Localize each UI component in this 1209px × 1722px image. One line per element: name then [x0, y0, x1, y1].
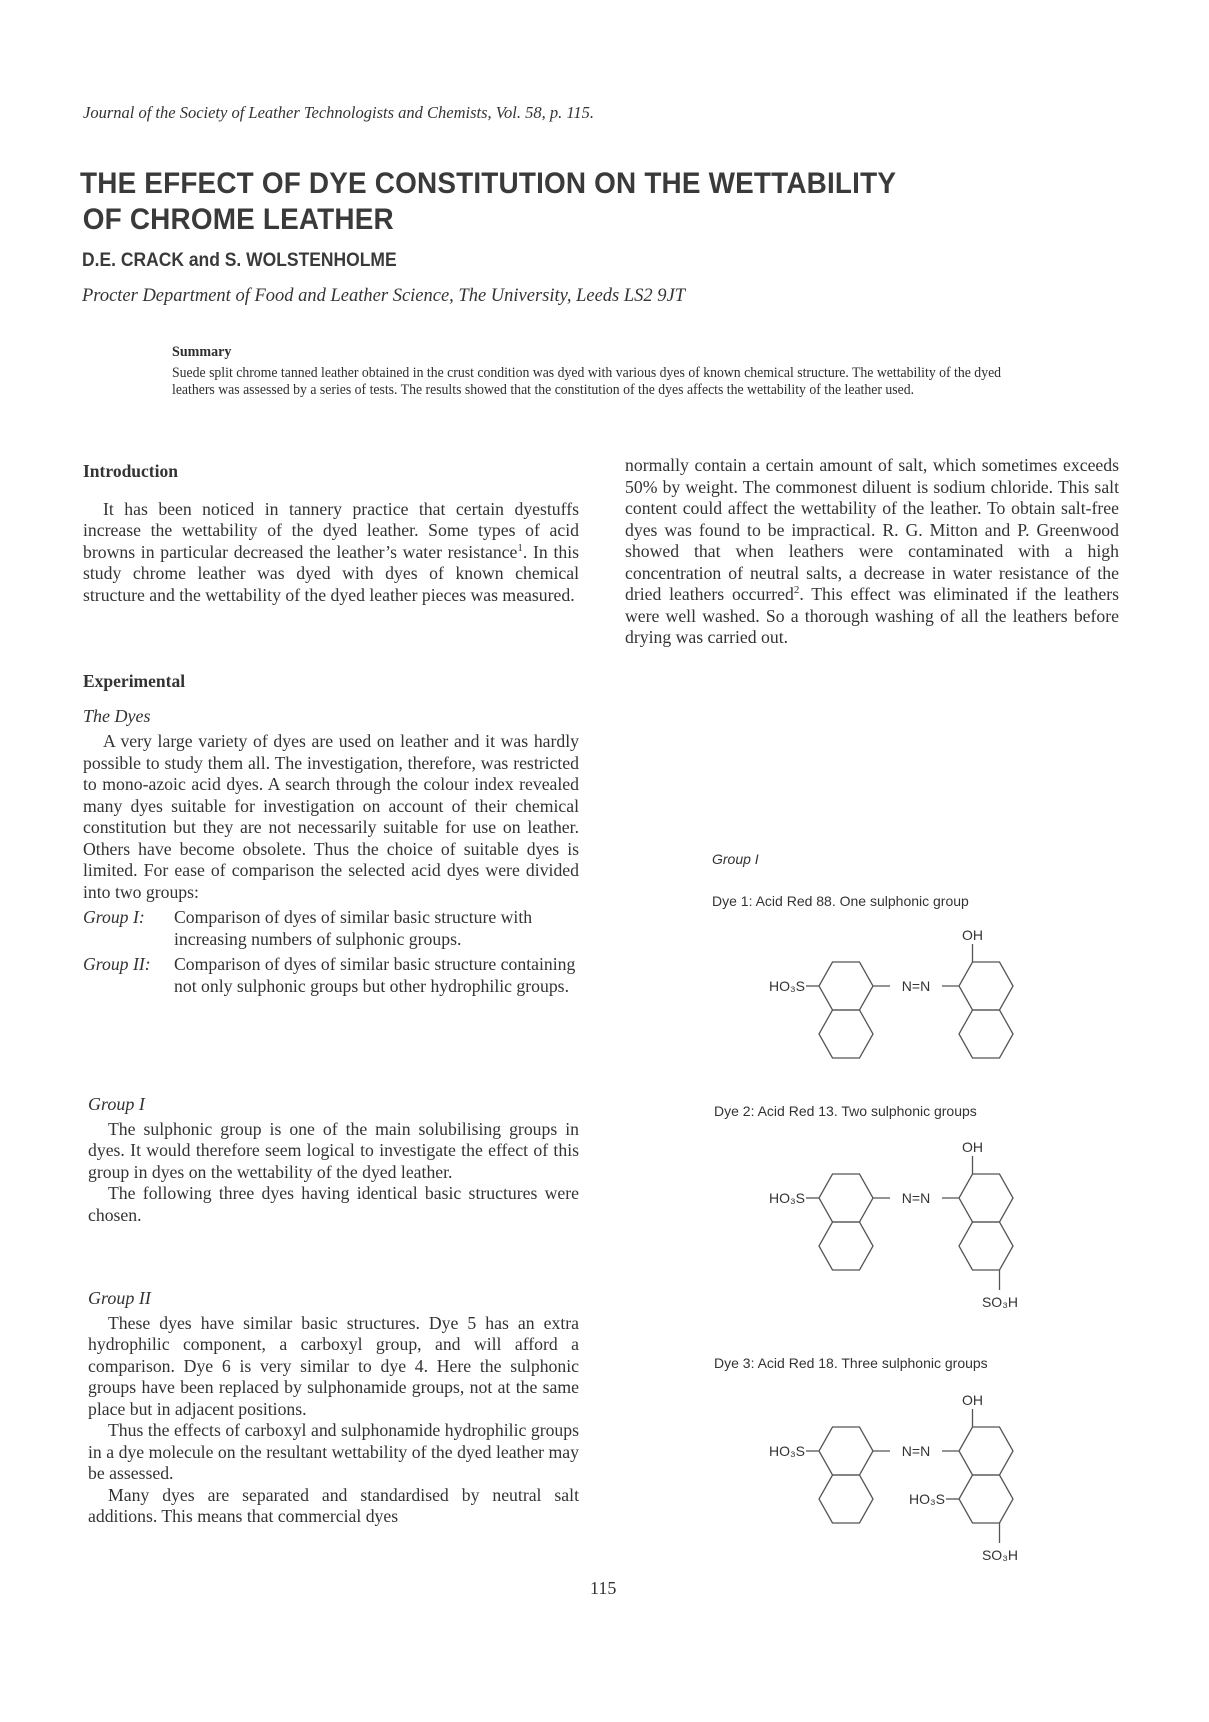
group-2-paragraph-2: Thus the effects of carboxyl and sulphonamide hydrophilic groups in a dye molecule on the resultant wettability of the dyed leather may be assessed.	[88, 1420, 579, 1483]
salt-text-cont: . This effect was eliminated if the leathers were well washed. So a thorough washing of all the leathers before drying was carried out.	[625, 584, 1120, 647]
group-2-paragraph-3: Many dyes are separated and standardised by neutral salt additions. This means that commercial dyes	[88, 1484, 579, 1526]
intro-text-cont: . In this study chrome leather was dyed with dyes of known chemical structure and the wettability of the dyed leather pieces was measured.	[83, 541, 579, 605]
right-upper-ring	[959, 1427, 1013, 1475]
dye-2-caption: Dye 2: Acid Red 13. Two sulphonic groups	[714, 1103, 977, 1119]
reference-2[interactable]: 2	[793, 584, 800, 597]
sulphonic-group-label: HO₃S	[768, 1190, 805, 1206]
authors: D.E. CRACK and S. WOLSTENHOLME	[82, 250, 397, 271]
group-1-section	[88, 1094, 579, 1226]
sulphonic-group-label-bottom: SO₃H	[981, 1547, 1019, 1563]
group-2-heading: Group II	[88, 1288, 151, 1308]
title-line-2: OF CHROME LEATHER	[82, 203, 394, 236]
group-1-heading: Group I	[88, 1094, 145, 1114]
the-dyes-subheading: The Dyes	[83, 705, 151, 726]
dye-3-structure	[740, 1380, 1080, 1580]
sulphonic-group-label: HO₃S	[768, 1443, 805, 1459]
hydroxyl-label: OH	[962, 1139, 983, 1155]
group-definition-1	[83, 907, 579, 950]
page-number: 115	[590, 1578, 617, 1598]
group-2-text: Comparison of dyes of similar basic structure containing not only sulphonic groups but other hydrophilic groups.	[174, 954, 576, 996]
dye-3-caption: Dye 3: Acid Red 18. Three sulphonic groups	[714, 1355, 988, 1371]
azo-label: N=N	[901, 978, 931, 994]
group-1-paragraph-2: The following three dyes having identical basic structures were chosen.	[88, 1183, 579, 1225]
sulphonic-group-label-inner: HO₃S	[908, 1491, 945, 1507]
group-2-paragraph-1: These dyes have similar basic structures. Dye 5 has an extra hydrophilic component, a carboxyl group, and will afford a comparison. Dye 6 is very similar to dye 4. Here the sulphonic groups have been replaced by sulphonamide groups, not at the same place but in adjacent positions.	[88, 1312, 579, 1419]
intro-text: It has been noticed in tannery practice that certain dyestuffs increase the wettability of the dyed leather. Some types of acid browns in particular decreased the leather’s water resistance	[83, 498, 579, 562]
right-upper-ring	[959, 962, 1013, 1010]
group-2-section	[88, 1288, 579, 1528]
summary-heading: Summary	[172, 344, 232, 360]
group-1-label: Group I:	[83, 907, 145, 927]
experimental-section	[83, 671, 579, 997]
introduction-heading: Introduction	[83, 461, 178, 481]
dye-2-structure	[740, 1127, 1080, 1327]
title-line-1: THE EFFECT OF DYE CONSTITUTION ON THE WETTABILITY	[80, 167, 897, 200]
hydroxyl-label: OH	[962, 927, 983, 943]
right-lower-ring	[959, 1010, 1013, 1058]
azo-label: N=N	[901, 1443, 931, 1459]
salt-paragraph	[625, 455, 1119, 649]
left-lower-ring	[819, 1010, 873, 1058]
group-definition-2	[83, 954, 579, 997]
right-lower-ring	[959, 1475, 1013, 1523]
group-1-paragraph-1: The sulphonic group is one of the main solubilising groups in dyes. It would therefore seem logical to investigate the effect of this group in dyes on the wettability of the dyed leather.	[88, 1118, 579, 1182]
left-upper-ring	[819, 1427, 873, 1475]
left-upper-ring	[819, 962, 873, 1010]
affiliation: Procter Department of Food and Leather Science, The University, Leeds LS2 9JT	[82, 286, 686, 306]
salt-text: normally contain a certain amount of salt, which sometimes exceeds 50% by weight. The commonest diluent is sodium chloride. This salt content could affect the wettability of the leather. To obtain salt-free dyes was found to be impractical. R. G. Mitton and P. Greenwood showed that when leathers were contaminated with a high concentration of neutral salts, a decrease in water resistance of the dried leathers occurred	[625, 455, 1119, 604]
right-lower-ring	[959, 1222, 1013, 1270]
left-lower-ring	[819, 1475, 873, 1523]
dyes-paragraph: A very large variety of dyes are used on leather and it was hardly possible to study them all. The investigation, therefore, was restricted to mono-azoic acid dyes. A search through the colour index revealed many dyes suitable for investigation on account of their chemical constitution but they are not necessarily suitable for use on leather. Others have become obsolete. Thus the choice of suitable dyes is limited. For ease of comparison the selected acid dyes were divided into two groups:	[83, 731, 579, 902]
hydroxyl-label: OH	[962, 1392, 983, 1408]
group-2-label: Group II:	[83, 954, 151, 974]
group-1-text: Comparison of dyes of similar basic structure with increasing numbers of sulphonic groups.	[174, 907, 533, 949]
article-title	[80, 166, 1066, 238]
experimental-heading: Experimental	[83, 671, 186, 691]
figure-group-label: Group I	[712, 851, 759, 867]
dye-1-structure	[740, 915, 1080, 1075]
azo-label: N=N	[901, 1190, 931, 1206]
reference-1[interactable]: 1	[517, 541, 523, 554]
right-upper-ring	[959, 1174, 1013, 1222]
summary-block	[172, 344, 1016, 400]
sulphonic-group-label: HO₃S	[768, 978, 805, 994]
left-lower-ring	[819, 1222, 873, 1270]
right-column-text	[625, 455, 1119, 649]
summary-text: Suede split chrome tanned leather obtained in the crust condition was dyed with various dyes of known chemical structure. The wettability of the dyed leathers was assessed by a series of tests. The results showed that the constitution of the dyes affects the wettability of the leather used.	[172, 364, 1002, 398]
introduction-section	[83, 461, 579, 606]
sulphonic-group-label-bottom: SO₃H	[981, 1294, 1019, 1310]
dye-1-caption: Dye 1: Acid Red 88. One sulphonic group	[712, 893, 969, 909]
left-upper-ring	[819, 1174, 873, 1222]
journal-citation: Journal of the Society of Leather Technologists and Chemists, Vol. 58, p. 115.	[83, 103, 595, 122]
introduction-paragraph	[83, 499, 579, 607]
